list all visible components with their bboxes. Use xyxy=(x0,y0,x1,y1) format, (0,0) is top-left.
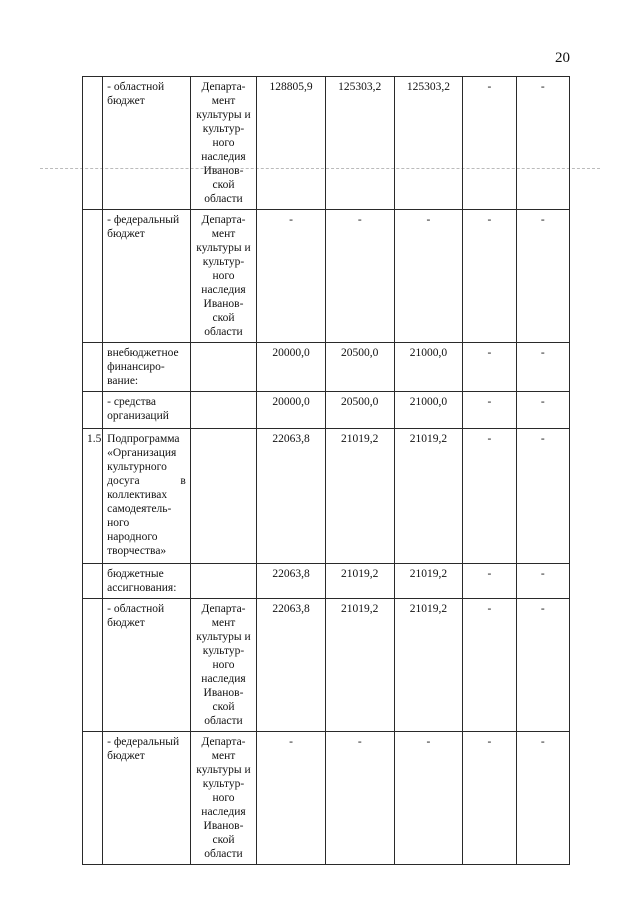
executor-line: ного xyxy=(212,270,235,282)
executor-line: мент xyxy=(211,617,236,629)
value-cell-1: 22063,8 xyxy=(257,599,326,732)
executor-line: области xyxy=(204,715,243,727)
value-cell-2: - xyxy=(325,732,394,865)
value-cell-3: 21000,0 xyxy=(394,392,463,429)
executor-line: ного xyxy=(212,659,235,671)
row-number-cell xyxy=(83,564,103,599)
value-cell-1: 22063,8 xyxy=(257,564,326,599)
value-cell-5: - xyxy=(516,392,569,429)
value-cell-3: 21019,2 xyxy=(394,429,463,564)
executor-line: мент xyxy=(211,95,236,107)
name-text: досуга xyxy=(107,475,140,487)
value-cell-1: 20000,0 xyxy=(257,343,326,392)
row-name-cell: бюджетные ассигнования: xyxy=(103,564,191,599)
value-cell-1: - xyxy=(257,732,326,865)
row-number-cell xyxy=(83,77,103,210)
value-cell-1: 22063,8 xyxy=(257,429,326,564)
value-cell-3: - xyxy=(394,732,463,865)
executor-line: наследия xyxy=(201,284,246,296)
value-cell-1: 128805,9 xyxy=(257,77,326,210)
table-row xyxy=(83,392,570,429)
name-text: в xyxy=(180,475,186,487)
value-cell-1: - xyxy=(257,210,326,343)
budget-table xyxy=(82,76,570,865)
value-cell-3: - xyxy=(394,210,463,343)
executor-line: культур- xyxy=(202,645,245,657)
value-cell-2: 20500,0 xyxy=(325,343,394,392)
table-row xyxy=(83,210,570,343)
executor-cell xyxy=(190,564,256,599)
executor-line: ской xyxy=(212,312,235,324)
executor-cell xyxy=(190,429,256,564)
executor-cell xyxy=(190,210,256,343)
value-cell-5: - xyxy=(516,343,569,392)
executor-line: ного xyxy=(212,137,235,149)
executor-line: области xyxy=(204,193,243,205)
name-justified-line xyxy=(107,474,186,488)
executor-line: ской xyxy=(212,701,235,713)
value-cell-5: - xyxy=(516,564,569,599)
value-cell-4: - xyxy=(463,210,516,343)
value-cell-4: - xyxy=(463,392,516,429)
value-cell-2: 20500,0 xyxy=(325,392,394,429)
value-cell-2: - xyxy=(325,210,394,343)
table-row xyxy=(83,599,570,732)
table-row xyxy=(83,564,570,599)
value-cell-5: - xyxy=(516,210,569,343)
executor-line: наследия xyxy=(201,806,246,818)
value-cell-4: - xyxy=(463,343,516,392)
value-cell-5: - xyxy=(516,732,569,865)
executor-line: культуры и xyxy=(196,764,251,776)
row-name-cell: - средства организаций xyxy=(103,392,191,429)
executor-line: культур- xyxy=(202,778,245,790)
row-name-cell: - областной бюджет xyxy=(103,599,191,732)
value-cell-1: 20000,0 xyxy=(257,392,326,429)
value-cell-2: 125303,2 xyxy=(325,77,394,210)
row-name-cell: - областной бюджет xyxy=(103,77,191,210)
executor-line: наследия xyxy=(201,673,246,685)
executor-line: ного xyxy=(212,792,235,804)
executor-cell xyxy=(190,392,256,429)
table-row xyxy=(83,343,570,392)
value-cell-4: - xyxy=(463,429,516,564)
executor-line: Департа- xyxy=(201,736,246,748)
executor-line: Иванов- xyxy=(203,165,244,177)
row-number-cell xyxy=(83,210,103,343)
row-name-cell xyxy=(103,429,191,564)
value-cell-4: - xyxy=(463,732,516,865)
executor-line: Иванов- xyxy=(203,687,244,699)
row-name-cell: - федеральный бюджет xyxy=(103,210,191,343)
value-cell-3: 21000,0 xyxy=(394,343,463,392)
row-name-cell: внебюджетное финансиро- вание: xyxy=(103,343,191,392)
value-cell-2: 21019,2 xyxy=(325,564,394,599)
value-cell-4: - xyxy=(463,564,516,599)
value-cell-3: 21019,2 xyxy=(394,564,463,599)
row-number-cell: 1.5 xyxy=(83,429,103,564)
row-name-cell: - федеральный бюджет xyxy=(103,732,191,865)
executor-line: культур- xyxy=(202,123,245,135)
executor-line: области xyxy=(204,326,243,338)
table-row xyxy=(83,77,570,210)
executor-line: Иванов- xyxy=(203,298,244,310)
executor-cell xyxy=(190,343,256,392)
executor-line: Департа- xyxy=(201,214,246,226)
executor-line: ской xyxy=(212,834,235,846)
value-cell-2: 21019,2 xyxy=(325,429,394,564)
value-cell-2: 21019,2 xyxy=(325,599,394,732)
executor-cell xyxy=(190,599,256,732)
value-cell-3: 125303,2 xyxy=(394,77,463,210)
row-number-cell xyxy=(83,599,103,732)
executor-line: мент xyxy=(211,228,236,240)
value-cell-4: - xyxy=(463,599,516,732)
executor-line: культуры и xyxy=(196,109,251,121)
value-cell-4: - xyxy=(463,77,516,210)
executor-line: мент xyxy=(211,750,236,762)
executor-line: области xyxy=(204,848,243,860)
value-cell-5: - xyxy=(516,77,569,210)
executor-cell xyxy=(190,77,256,210)
executor-line: Департа- xyxy=(201,603,246,615)
row-number-cell xyxy=(83,392,103,429)
row-number-cell xyxy=(83,343,103,392)
executor-line: Иванов- xyxy=(203,820,244,832)
executor-line: культур- xyxy=(202,256,245,268)
name-text: коллективах самодеятель- ного народного творчества» xyxy=(107,489,172,557)
executor-line: Департа- xyxy=(201,81,246,93)
name-text: Подпрограмма «Организация культурного xyxy=(107,433,180,473)
value-cell-5: - xyxy=(516,429,569,564)
value-cell-3: 21019,2 xyxy=(394,599,463,732)
table-body xyxy=(83,77,570,865)
value-cell-5: - xyxy=(516,599,569,732)
row-number-cell xyxy=(83,732,103,865)
executor-line: культуры и xyxy=(196,631,251,643)
table-row xyxy=(83,732,570,865)
executor-line: наследия xyxy=(201,151,246,163)
page-number: 20 xyxy=(555,50,570,66)
table-row xyxy=(83,429,570,564)
executor-line: ской xyxy=(212,179,235,191)
executor-cell xyxy=(190,732,256,865)
executor-line: культуры и xyxy=(196,242,251,254)
